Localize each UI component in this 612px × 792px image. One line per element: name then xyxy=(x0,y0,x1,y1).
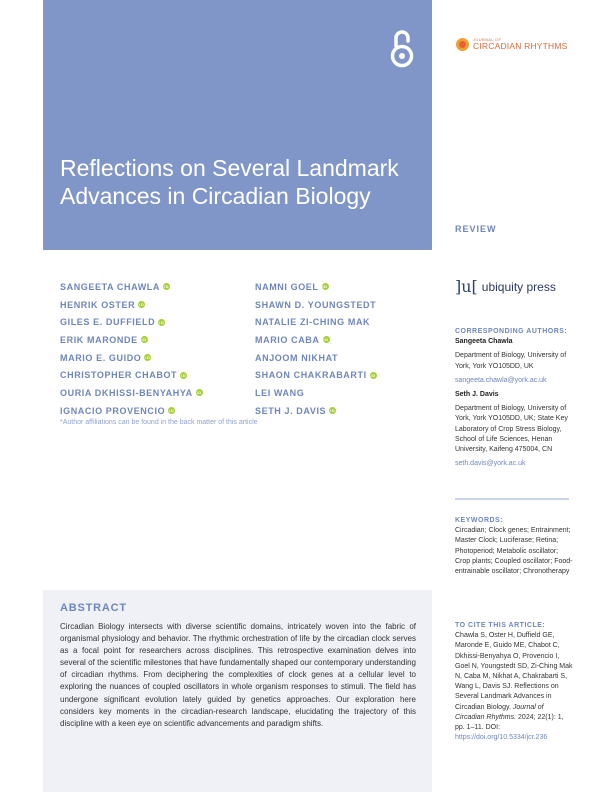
author-name: ANJOOM NIKHAT xyxy=(255,352,339,363)
orcid-icon[interactable]: iD xyxy=(322,284,328,290)
sun-logo-icon xyxy=(456,38,469,51)
orcid-icon[interactable]: iD xyxy=(323,337,329,343)
author-column-left xyxy=(60,278,203,420)
orcid-icon[interactable]: iD xyxy=(139,302,145,308)
orcid-icon[interactable]: iD xyxy=(181,372,187,378)
author-item xyxy=(60,331,203,349)
orcid-icon[interactable]: iD xyxy=(145,355,151,361)
title-banner xyxy=(43,0,432,250)
author-name: CHRISTOPHER CHABOT xyxy=(60,370,178,381)
orcid-icon[interactable]: iD xyxy=(141,337,147,343)
author-item xyxy=(255,313,377,331)
citation-details: 2024; 22(1): 1, pp. 1–11. DOI: xyxy=(455,713,564,732)
author-item xyxy=(60,384,203,402)
author-name: NATALIE ZI-CHING MAK xyxy=(255,317,371,328)
author-item xyxy=(255,296,377,314)
citation-section xyxy=(455,621,573,743)
doi-link[interactable]: https://doi.org/10.5334/jcr.236 xyxy=(455,734,548,742)
author-item xyxy=(60,402,203,420)
orcid-icon[interactable]: iD xyxy=(330,408,336,414)
article-type: REVIEW xyxy=(455,224,497,234)
author-name: IGNACIO PROVENCIO xyxy=(60,405,166,416)
citation-heading: TO CITE THIS ARTICLE: xyxy=(455,622,546,629)
author-column-right xyxy=(255,278,377,420)
author-item xyxy=(60,313,203,331)
author-name: SHAON CHAKRABARTI xyxy=(255,370,367,381)
author-name: SANGEETA CHAWLA xyxy=(60,281,160,292)
author-item xyxy=(60,278,203,296)
keywords-section xyxy=(455,516,573,577)
author-name: SETH J. DAVIS xyxy=(255,405,327,416)
journal-name: CIRCADIAN RHYTHMS xyxy=(473,41,568,52)
affiliation-note: *Author affiliations can be found in the back matter of this article xyxy=(60,419,258,426)
open-access-icon xyxy=(388,26,416,70)
author-item xyxy=(255,384,377,402)
author-item xyxy=(255,331,377,349)
corresponding-authors xyxy=(455,327,573,469)
author-item xyxy=(60,349,203,367)
citation-body: Chawla S, Oster H, Duffield GE, Maronde E, Guido ME, Chabot C, Dkhissi-Benyahya O, Provencio I, Goel N, Youngstedt SD, Zi-Ching Mak N, Caba M, Nikhat A, Chakrabarti S, Wang L, Davis SJ. Reflections on Several Landmark Advances in Circadian Biology. xyxy=(455,632,573,711)
sidebar-divider xyxy=(455,498,569,500)
abstract-heading: ABSTRACT xyxy=(60,602,127,614)
author-item xyxy=(60,296,203,314)
corresponding-name-1: Sangeeta Chawla xyxy=(455,338,513,346)
ubiquity-mark-icon: ]u[ xyxy=(455,277,478,296)
author-name: MARIO E. GUIDO xyxy=(60,352,142,363)
corresponding-email-1[interactable]: sangeeta.chawla@york.ac.uk xyxy=(455,376,547,384)
corresponding-affiliation-1: Department of Biology, University of York, York YO105DD, UK xyxy=(455,352,567,370)
author-name: NAMNI GOEL xyxy=(255,281,319,292)
author-item xyxy=(255,349,377,367)
citation-text xyxy=(455,631,573,743)
publisher-logo[interactable] xyxy=(455,277,556,296)
author-name: HENRIK OSTER xyxy=(60,299,136,310)
orcid-icon[interactable]: iD xyxy=(169,408,175,414)
orcid-icon[interactable]: iD xyxy=(159,319,165,325)
corresponding-email-2[interactable]: seth.davis@york.ac.uk xyxy=(455,460,526,468)
author-name: SHAWN D. YOUNGSTEDT xyxy=(255,299,377,310)
keywords-heading: KEYWORDS: xyxy=(455,517,504,524)
author-name: LEI WANG xyxy=(255,387,305,398)
author-name: OURIA DKHISSI-BENYAHYA xyxy=(60,387,193,398)
author-item xyxy=(255,366,377,384)
orcid-icon[interactable]: iD xyxy=(163,284,170,290)
author-item xyxy=(60,366,203,384)
orcid-icon[interactable]: iD xyxy=(196,390,202,396)
author-name: MARIO CABA xyxy=(255,334,320,345)
publisher-name: ubiquity press xyxy=(481,279,556,294)
corresponding-name-2: Seth J. Davis xyxy=(455,391,499,399)
keywords-list: Circadian; Clock genes; Entrainment; Master Clock; Luciferase; Retina; Photoperiod; Metabolic oscillator; Crop plants; Coupled oscillator; Food-entrainable oscillator; Chronotherapy xyxy=(455,527,573,576)
journal-prefix: JOURNAL OF xyxy=(473,37,502,43)
author-name: ERIK MARONDE xyxy=(60,334,138,345)
corresponding-heading: CORRESPONDING AUTHORS: xyxy=(455,328,568,335)
citation-journal: Journal of Circadian Rhythms. xyxy=(455,703,544,721)
author-item xyxy=(255,278,377,296)
journal-logo[interactable] xyxy=(456,38,568,51)
article-title: Reflections on Several Landmark Advances in Circadian Biology xyxy=(60,155,399,209)
orcid-icon[interactable]: iD xyxy=(370,372,376,378)
author-name: GILES E. DUFFIELD xyxy=(60,317,156,328)
abstract-text: Circadian Biology intersects with diverse scientific domains, intricately woven into the fabric of organismal physiology and behavior. The rhythmic orchestration of life by the circadian clock serves as a focal point for researchers across disciplines. This retrospective examination delves into several of the scientific milestones that have fundamentally shaped our contemporary understanding of circadian rhythms. From deciphering the complexities of clock genes at a cellular level to exploring the nuances of coupled oscillators in whole organism responses to stimuli. The field has undergone significant evolution lately guided by genetics approaches. Our exploration here considers key moments in the circadian-research landscape, elucidating the trajectory of this discipline with a keen eye on scientific advancements and paradigm shifts. xyxy=(60,622,416,728)
corresponding-affiliation-2: Department of Biology, University of York, York YO105DD, UK; State Key Laboratory of Crop Stress Biology, School of Life Sciences, Henan University, Kaifeng 475004, CN xyxy=(455,405,568,454)
author-item xyxy=(255,402,377,420)
